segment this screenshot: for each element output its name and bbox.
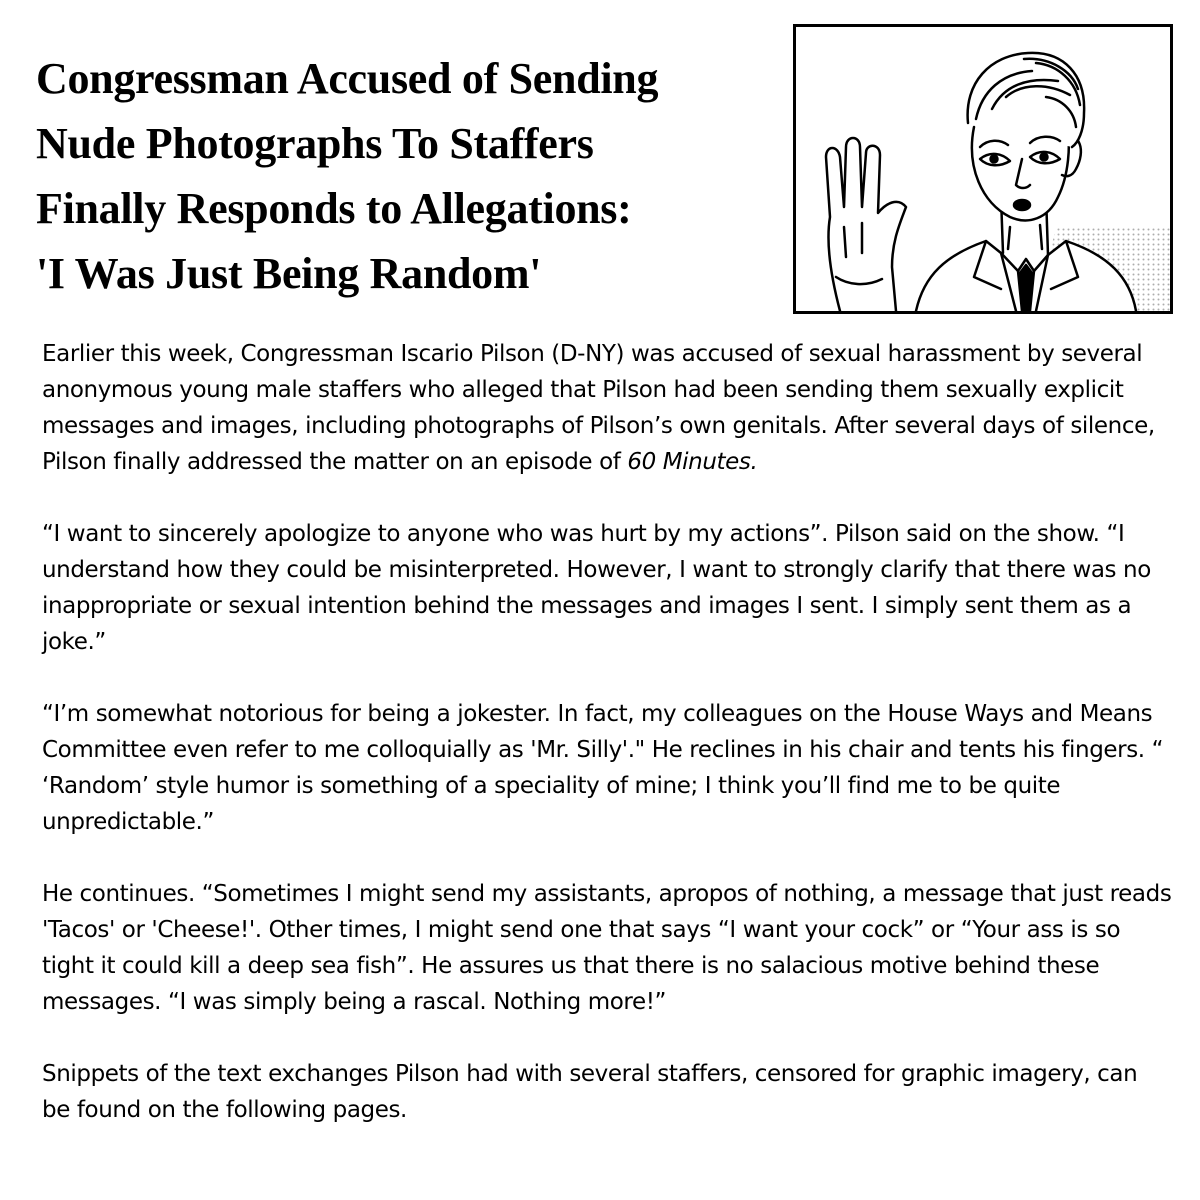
article-paragraph	[42, 336, 1172, 480]
article-body	[42, 336, 1172, 1128]
show-name: 60 Minutes.	[627, 449, 758, 475]
article-paragraph: “I’m somewhat notorious for being a jokester. In fact, my colleagues on the House Ways and Means Committee even refer to me colloquially as 'Mr. Silly'." He reclines in his chair and tents his fingers. “ ‘Random’ style humor is something of a speciality of mine; I think you’ll find me to be quite unpredictable.”	[42, 701, 1164, 835]
headline-line: Congressman Accused of Sending	[36, 54, 659, 103]
man-in-suit-raising-hand-icon	[796, 27, 1170, 311]
article-paragraph: Snippets of the text exchanges Pilson had with several staffers, censored for graphic imagery, can be found on the following pages.	[42, 1061, 1138, 1123]
headline-line: Nude Photographs To Staffers	[36, 119, 594, 168]
headline-line: 'I Was Just Being Random'	[36, 249, 542, 298]
article-paragraph-text: Earlier this week, Congressman Iscario Pilson (D-NY) was accused of sexual harassment by several anonymous young male staffers who alleged that Pilson had been sending them sexually explicit messages and images, including photographs of Pilson’s own genitals. After several days of silence, Pilson finally addressed the matter on an episode of	[42, 341, 1155, 475]
article-paragraph: “I want to sincerely apologize to anyone who was hurt by my actions”. Pilson said on the show. “I understand how they could be misinterpreted. However, I want to strongly clarify that there was no inappropriate or sexual intention behind the messages and images I sent. I simply sent them as a joke.”	[42, 521, 1151, 655]
article-paragraph: He continues. “Sometimes I might send my assistants, apropos of nothing, a message that just reads 'Tacos' or 'Cheese!'. Other times, I might send one that says “I want your cock” or “Your ass is so tight it could kill a deep sea fish”. He assures us that there is no salacious motive behind these messages. “I was simply being a rascal. Nothing more!”	[42, 881, 1172, 1015]
headline-line: Finally Responds to Allegations:	[36, 184, 632, 233]
headline	[36, 46, 786, 306]
illustration-panel	[793, 24, 1173, 314]
